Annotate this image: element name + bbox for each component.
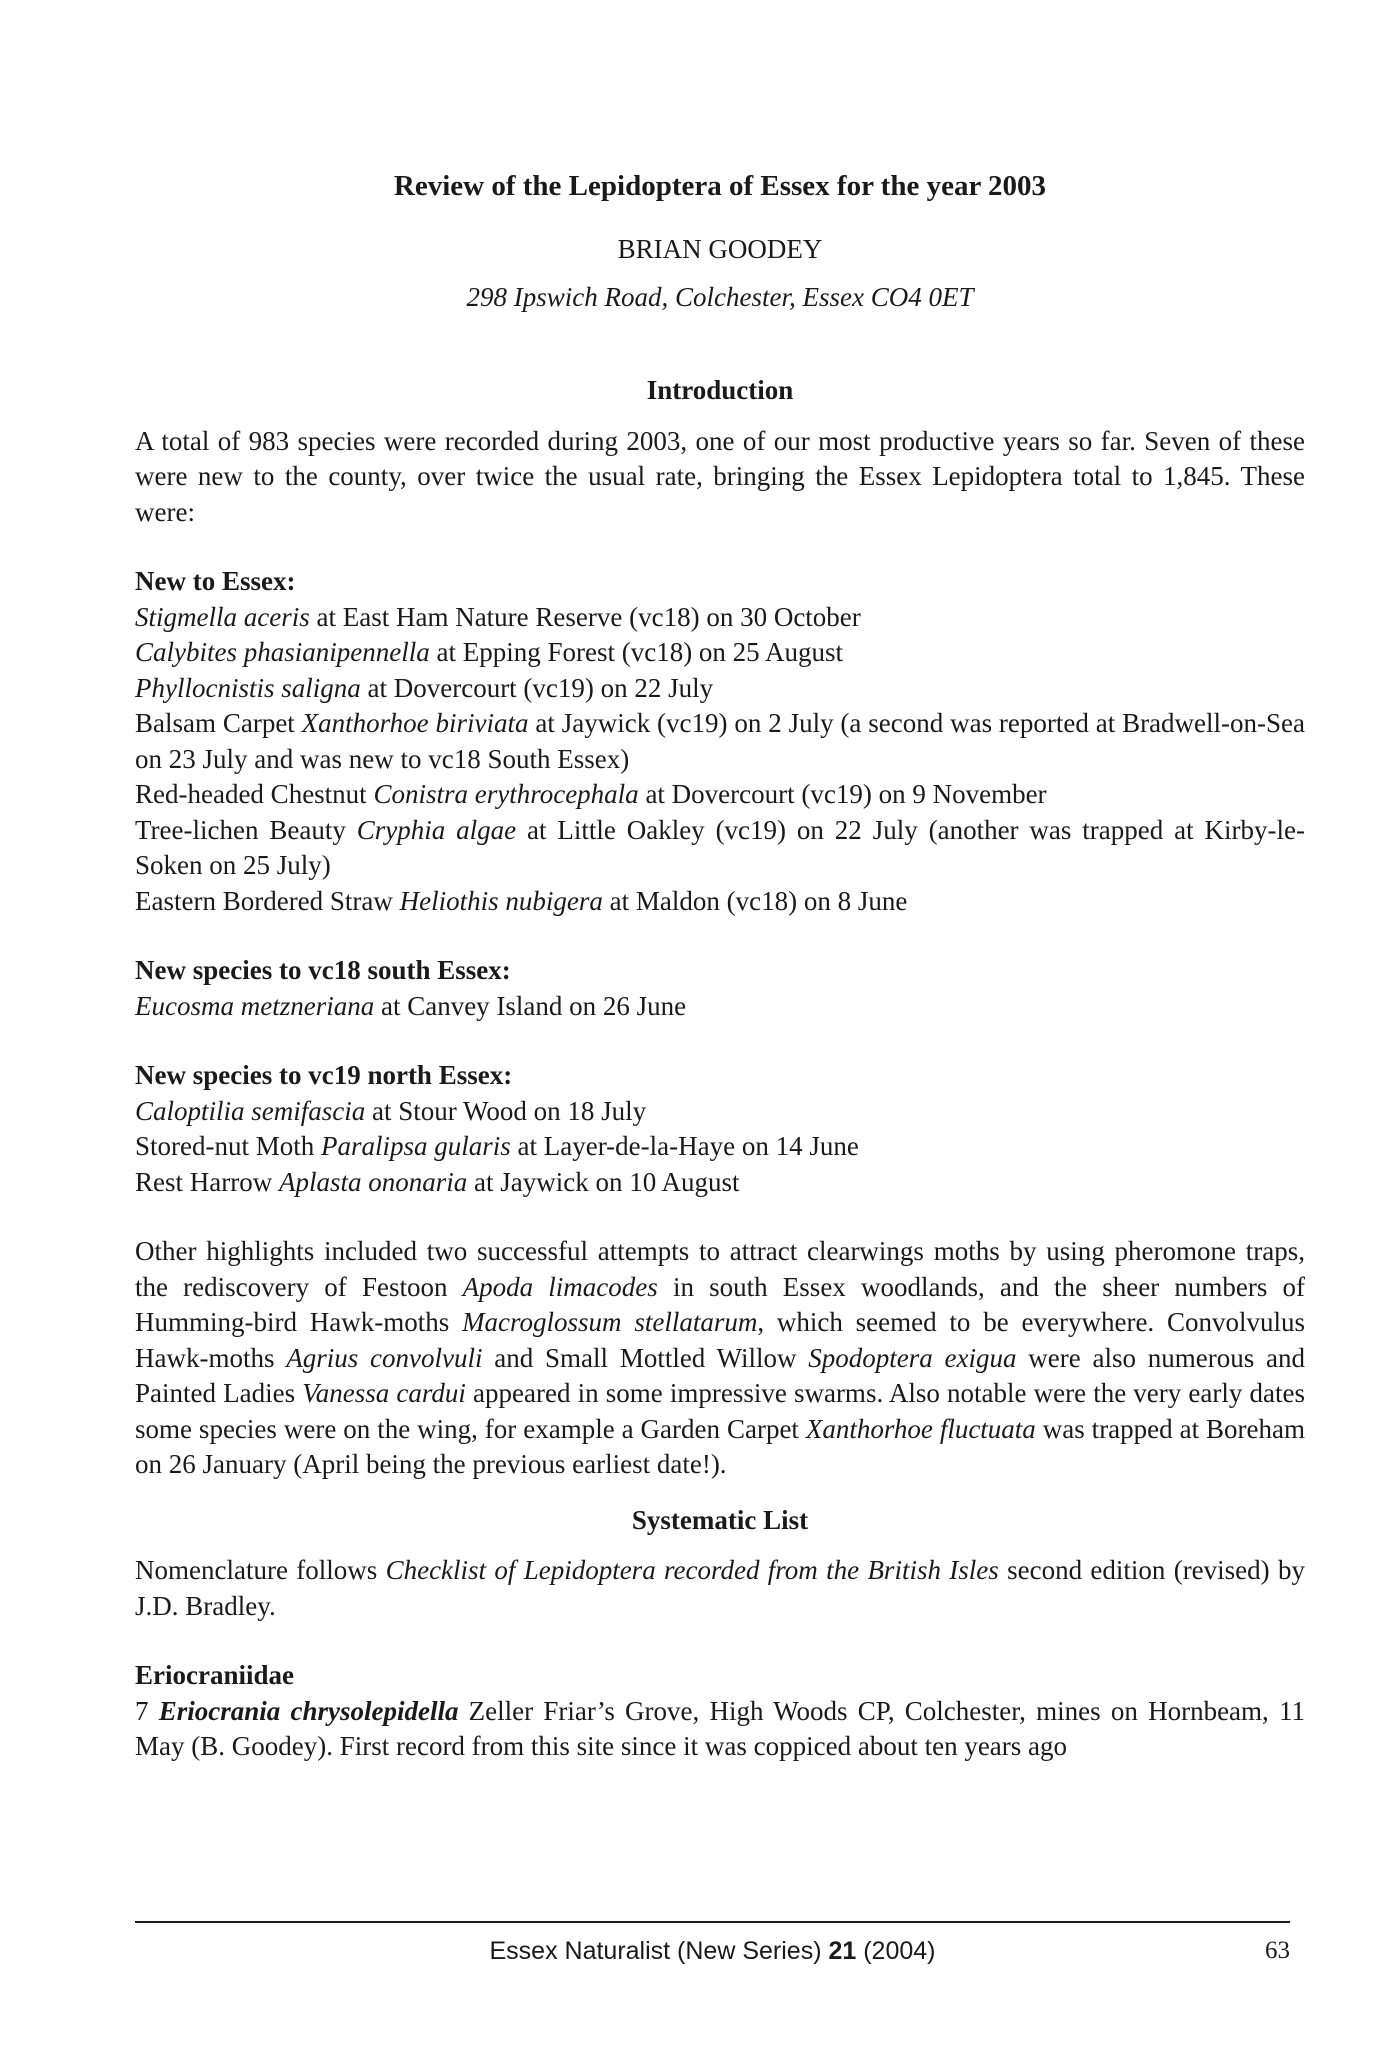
page-footer <box>135 1934 1290 1968</box>
introduction-heading: Introduction <box>646 375 794 405</box>
list-item: Stigmella aceris at East Ham Nature Reserve (vc18) on 30 October <box>135 601 861 632</box>
footer-rule <box>135 1921 1290 1923</box>
highlights-paragraph: Other highlights included two successful attempts to attract clearwings moths by using pheromone traps, the rediscovery of Festoon Apoda limacodes in south Essex woodlands, and the sheer numbers of Humming-bird Hawk-moths Macroglossum stellatarum, which seemed to be everywhere. Convolvulus Hawk-moths Agrius convolvuli and Small Mottled Willow Spodoptera exigua were also numerous and Painted Ladies Vanessa cardui appeared in some impressive swarms. Also notable were the very early dates some species were on the wing, for example a Garden Carpet Xanthorhoe fluctuata was trapped at Boreham on 26 January (April being the previous earliest date!). <box>135 1236 1306 1479</box>
species-name: Calybites phasianipennella <box>135 637 430 667</box>
page-number: 63 <box>1265 1937 1290 1964</box>
introduction-paragraph: A total of 983 species were recorded during 2003, one of our most productive years so far. Seven of these were new to the county, over twice the usual rate, bringing the Essex Lepidoptera total to 1,845. These were: <box>135 425 1305 527</box>
list-item: Tree-lichen Beauty Cryphia algae at Little Oakley (vc19) on 22 July (another was trapped at Kirby-le-Soken on 25 July) <box>135 814 1305 880</box>
list-item: Eastern Bordered Straw Heliothis nubigera at Maldon (vc18) on 8 June <box>135 885 908 916</box>
article-title: Review of the Lepidoptera of Essex for the year 2003 <box>393 170 1047 202</box>
species-name: Eriocrania chrysolepidella <box>158 1695 459 1726</box>
species-name: Macroglossum stellatarum <box>462 1307 758 1337</box>
family-heading: Eriocraniidae <box>135 1660 294 1690</box>
species-name: Apoda limacodes <box>462 1271 658 1302</box>
article-author: BRIAN GOODEY <box>617 234 823 264</box>
new-to-essex-heading: New to Essex: <box>135 566 296 596</box>
species-name: Eucosma metzneriana <box>135 990 375 1021</box>
species-name: Paralipsa gularis <box>321 1131 511 1161</box>
species-name: Conistra erythrocephala <box>373 779 639 809</box>
species-name: Xanthorhoe fluctuata <box>805 1413 1036 1444</box>
species-name: Stigmella aceris <box>135 601 310 632</box>
nomenclature-paragraph: Nomenclature follows Checklist of Lepidoptera recorded from the British Isles second edition (revised) by J.D. Bradley. <box>135 1555 1305 1621</box>
list-item: Balsam Carpet Xanthorhoe biriviata at Jaywick (vc19) on 2 July (a second was reported at Bradwell-on-Sea on 23 July and was new to vc18 South Essex) <box>135 708 1306 774</box>
list-item: Rest Harrow Aplasta ononaria at Jaywick on 10 August <box>135 1166 740 1197</box>
species-entry: 7 Eriocrania chrysolepidella Zeller Friar’s Grove, High Woods CP, Colchester, mines on Hornbeam, 11 May (B. Goodey). First record from this site since it was coppiced about ten years ago <box>135 1695 1306 1761</box>
list-item: Eucosma metzneriana at Canvey Island on 26 June <box>135 990 687 1021</box>
species-name: Agrius convolvuli <box>286 1342 483 1373</box>
author-address: 298 Ipswich Road, Colchester, Essex CO4 0ET <box>466 281 974 312</box>
new-vc19-heading: New species to vc19 north Essex: <box>135 1060 513 1090</box>
book-title: Checklist of Lepidoptera recorded from the British Isles <box>385 1555 999 1585</box>
species-name: Xanthorhoe biriviata <box>301 708 529 738</box>
list-item: Calybites phasianipennella at Epping Forest (vc18) on 25 August <box>135 637 843 667</box>
list-item: Red-headed Chestnut Conistra erythrocephala at Dovercourt (vc19) on 9 November <box>135 779 1047 809</box>
species-name: Cryphia algae <box>356 814 517 845</box>
list-item: Phyllocnistis saligna at Dovercourt (vc19) on 22 July <box>135 672 714 703</box>
species-name: Caloptilia semifascia <box>135 1095 366 1126</box>
journal-citation: Essex Naturalist (New Series) 21 (2004) <box>489 1937 936 1965</box>
species-name: Vanessa cardui <box>302 1378 466 1408</box>
species-name: Aplasta ononaria <box>278 1166 468 1197</box>
species-name: Spodoptera exigua <box>808 1342 1017 1373</box>
species-name: Heliothis nubigera <box>399 885 603 916</box>
new-to-essex-list <box>135 600 1305 920</box>
species-name: Phyllocnistis saligna <box>135 672 361 703</box>
list-item: Caloptilia semifascia at Stour Wood on 18 July <box>135 1095 647 1126</box>
systematic-list-heading: Systematic List <box>631 1504 809 1535</box>
list-item: Stored-nut Moth Paralipsa gularis at Layer-de-la-Haye on 14 June <box>135 1131 859 1161</box>
new-vc18-heading: New species to vc18 south Essex: <box>135 955 511 985</box>
